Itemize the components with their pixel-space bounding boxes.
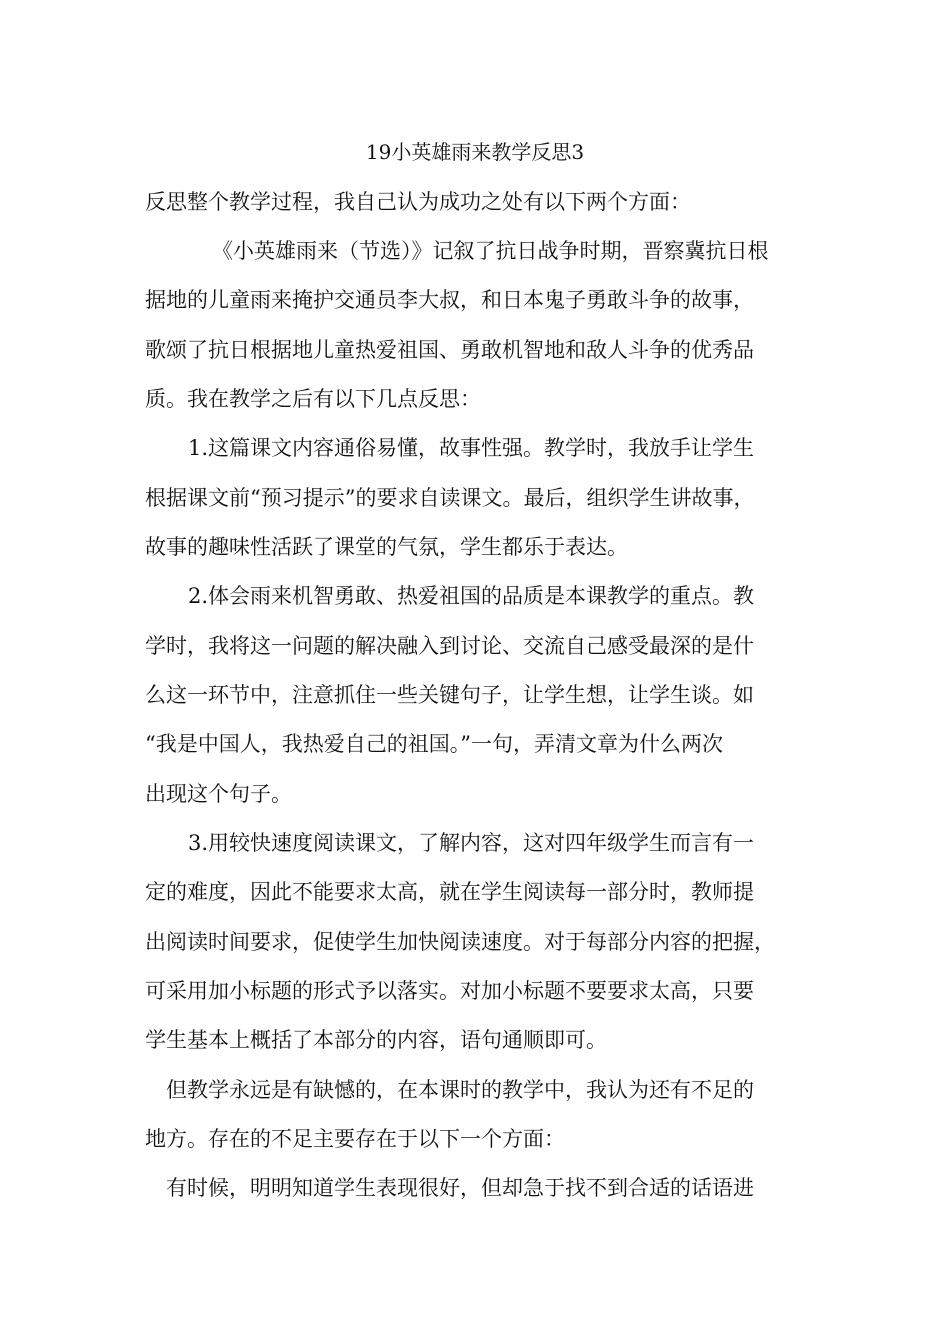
document-title: 19小英雄雨来教学反思3 bbox=[365, 140, 585, 164]
text-line: 1.这篇课文内容通俗易懂，故事性强。教学时，我放手让学生 bbox=[188, 436, 755, 460]
text-line: 有时候，明明知道学生表现很好，但却急于找不到合适的话语进 bbox=[166, 1176, 754, 1200]
text-line: 学时，我将这一问题的解决融入到讨论、交流自己感受最深的是什 bbox=[145, 634, 754, 658]
text-line: 可采用加小标题的形式予以落实。对加小标题不要要求太高，只要 bbox=[145, 979, 754, 1003]
text-line: 但教学永远是有缺憾的，在本课时的教学中，我认为还有不足的 bbox=[166, 1078, 754, 1102]
text-line: 故事的趣味性活跃了课堂的气氛，学生都乐于表达。 bbox=[145, 535, 628, 559]
text-line: 3.用较快速度阅读课文，了解内容，这对四年级学生而言有一 bbox=[188, 831, 755, 855]
text-line: 定的难度，因此不能要求太高，就在学生阅读每一部分时，教师提 bbox=[145, 880, 754, 904]
text-line: 歌颂了抗日根据地儿童热爱祖国、勇敢机智地和敌人斗争的优秀品 bbox=[145, 338, 754, 362]
text-line: “我是中国人，我热爱自己的祖国。”一句，弄清文章为什么两次 bbox=[145, 732, 723, 756]
text-line: 根据课文前“预习提示”的要求自读课文。最后，组织学生讲故事， bbox=[145, 486, 755, 510]
text-line: 据地的儿童雨来掩护交通员李大叔，和日本鬼子勇敢斗争的故事， bbox=[145, 288, 754, 312]
text-line: 质。我在教学之后有以下几点反思： bbox=[145, 387, 481, 411]
text-line: 出现这个句子。 bbox=[145, 782, 292, 806]
text-line: 学生基本上概括了本部分的内容，语句通顺即可。 bbox=[145, 1028, 607, 1052]
text-line: 出阅读时间要求，促使学生加快阅读速度。对于每部分内容的把握， bbox=[145, 930, 775, 954]
text-line: 2.体会雨来机智勇敢、热爱祖国的品质是本课教学的重点。教 bbox=[188, 584, 755, 608]
text-line: 反思整个教学过程，我自己认为成功之处有以下两个方面： bbox=[145, 190, 691, 214]
text-line: 么这一环节中，注意抓住一些关键句子，让学生想，让学生谈。如 bbox=[145, 683, 754, 707]
text-line: 地方。存在的不足主要存在于以下一个方面： bbox=[145, 1127, 565, 1151]
text-line: 《小英雄雨来（节选）》记叙了抗日战争时期，晋察冀抗日根 bbox=[212, 239, 769, 263]
